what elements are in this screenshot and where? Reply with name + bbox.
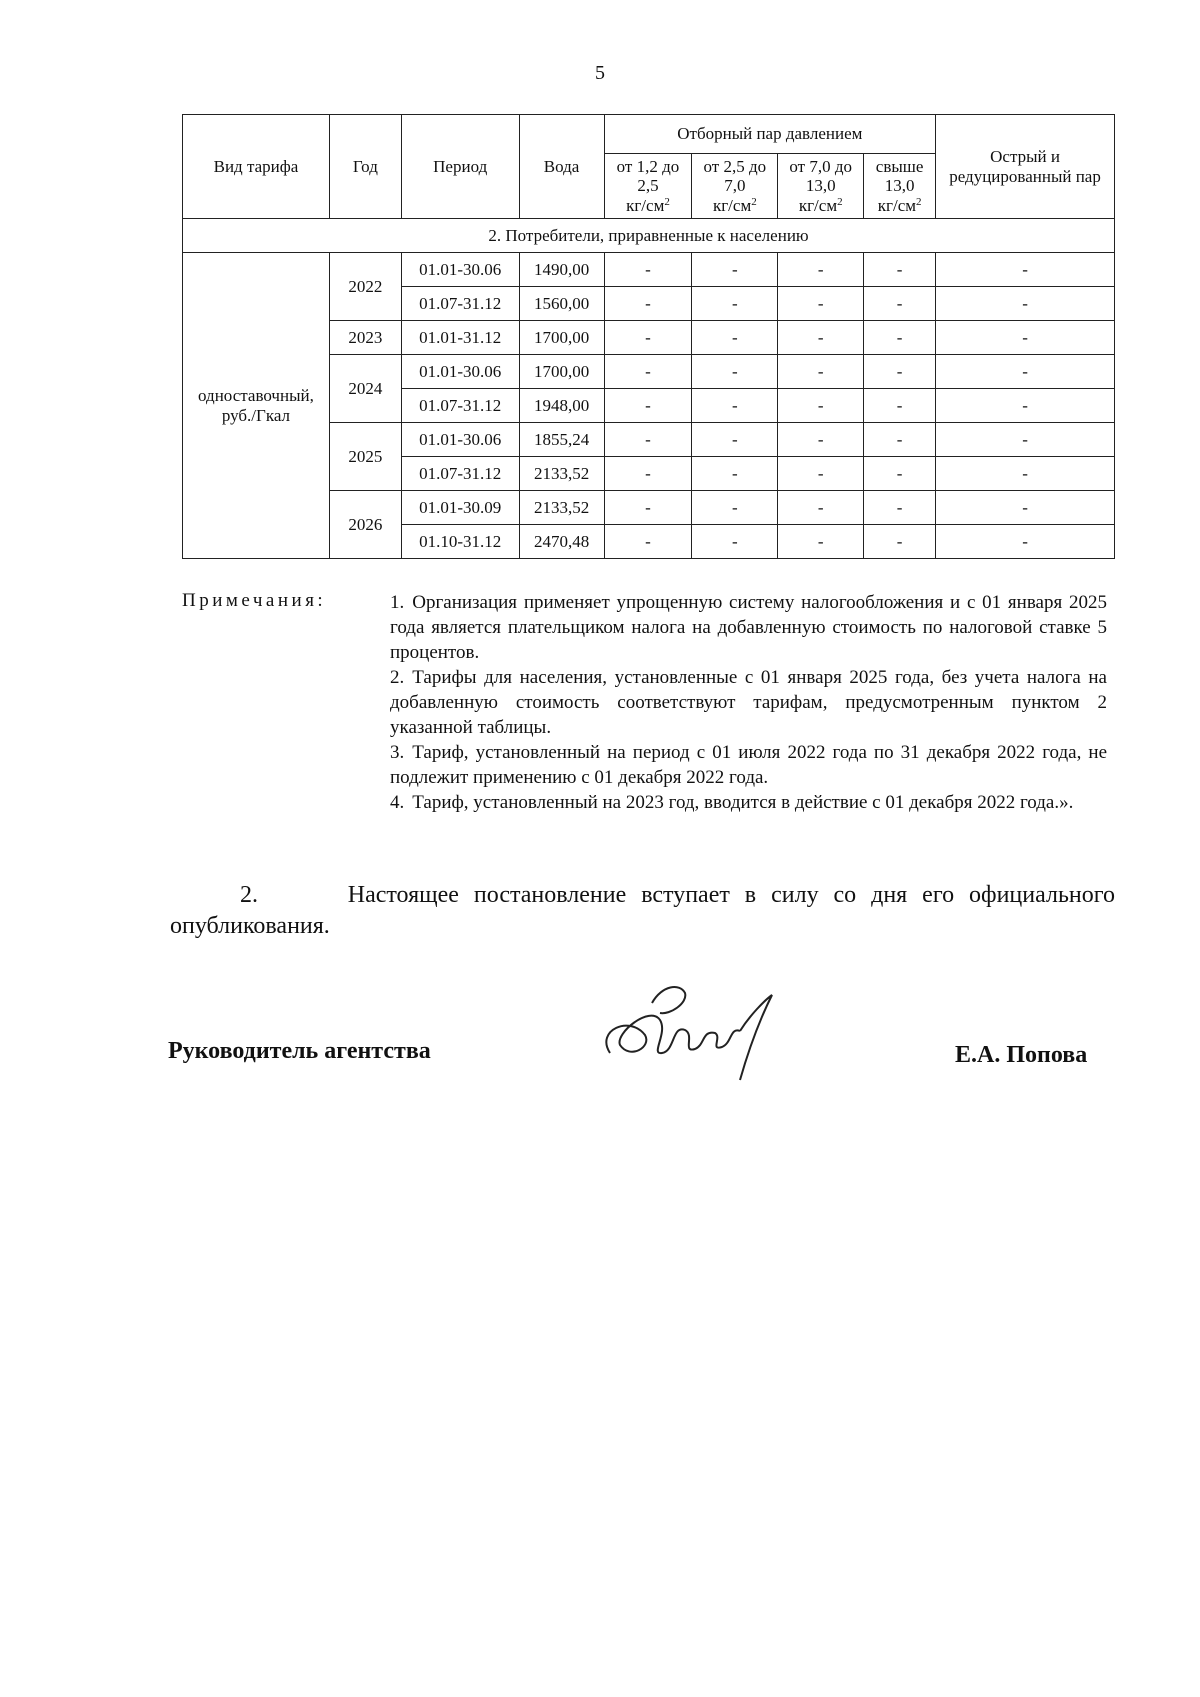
header-year: Год — [329, 115, 401, 219]
empty-value-cell: - — [778, 491, 864, 525]
signatory-title: Руководитель агентства — [168, 1038, 431, 1064]
empty-value-cell: - — [778, 457, 864, 491]
empty-value-cell: - — [864, 525, 936, 559]
empty-value-cell: - — [692, 491, 778, 525]
note-text: Тариф, установленный на период с 01 июля 2022 года по 31 декабря 2022 года, не подлежит применению с 01 декабря 2022 года. — [390, 742, 1107, 788]
empty-value-cell: - — [692, 287, 778, 321]
year-cell: 2025 — [329, 423, 401, 491]
empty-value-cell: - — [864, 253, 936, 287]
empty-value-cell: - — [864, 389, 936, 423]
period-cell: 01.07-31.12 — [401, 287, 519, 321]
empty-value-cell: - — [778, 389, 864, 423]
empty-value-cell: - — [936, 423, 1115, 457]
empty-value-cell: - — [604, 423, 692, 457]
period-cell: 01.01-30.09 — [401, 491, 519, 525]
empty-value-cell: - — [936, 491, 1115, 525]
signatory-name: Е.А. Попова — [955, 1042, 1088, 1068]
water-cell: 1700,00 — [519, 355, 604, 389]
empty-value-cell: - — [692, 457, 778, 491]
water-cell: 2470,48 — [519, 525, 604, 559]
empty-value-cell: - — [604, 321, 692, 355]
header-period: Период — [401, 115, 519, 219]
empty-value-cell: - — [778, 355, 864, 389]
water-cell: 2133,52 — [519, 491, 604, 525]
year-cell: 2026 — [329, 491, 401, 559]
note-item — [390, 665, 1107, 740]
empty-value-cell: - — [692, 321, 778, 355]
empty-value-cell: - — [864, 355, 936, 389]
period-cell: 01.01-30.06 — [401, 355, 519, 389]
water-cell: 1490,00 — [519, 253, 604, 287]
empty-value-cell: - — [936, 253, 1115, 287]
section-title: 2. Потребители, приравненные к населению — [183, 219, 1115, 253]
empty-value-cell: - — [936, 321, 1115, 355]
empty-value-cell: - — [936, 457, 1115, 491]
year-cell: 2024 — [329, 355, 401, 423]
empty-value-cell: - — [778, 525, 864, 559]
header-water: Вода — [519, 115, 604, 219]
note-text: Тариф, установленный на 2023 год, вводится в действие с 01 декабря 2022 года.». — [412, 792, 1074, 813]
note-text: Тарифы для населения, установленные с 01 января 2025 года, без учета налога на добавленную стоимость соответствуют тарифам, предусмотренным пунктом 2 указанной таблицы. — [390, 667, 1107, 738]
note-number: 3. — [390, 742, 405, 763]
tariff-table — [182, 114, 1115, 559]
header-pressure-2: от 2,5 до 7,0 $кг/см^2$ — [692, 154, 778, 219]
note-item — [390, 590, 1107, 665]
empty-value-cell: - — [778, 253, 864, 287]
water-cell: 1560,00 — [519, 287, 604, 321]
water-cell: 1700,00 — [519, 321, 604, 355]
empty-value-cell: - — [936, 389, 1115, 423]
note-text: Организация применяет упрощенную систему налогообложения и с 01 января 2025 года является плательщиком налога на добавленную стоимость по налоговой ставке 5 процентов. — [390, 592, 1107, 663]
period-cell: 01.10-31.12 — [401, 525, 519, 559]
empty-value-cell: - — [692, 253, 778, 287]
header-extraction-steam: Отборный пар давлением — [604, 115, 936, 154]
empty-value-cell: - — [864, 321, 936, 355]
empty-value-cell: - — [604, 457, 692, 491]
page-number: 5 — [595, 62, 605, 84]
header-sharp-steam: Острый и редуцированный пар — [936, 115, 1115, 219]
empty-value-cell: - — [692, 389, 778, 423]
empty-value-cell: - — [864, 287, 936, 321]
note-item — [390, 740, 1107, 790]
period-cell: 01.01-31.12 — [401, 321, 519, 355]
empty-value-cell: - — [604, 253, 692, 287]
tariff-type-cell: одноставочный, руб./Гкал — [183, 253, 330, 559]
header-pressure-3: от 7,0 до 13,0 $кг/см^2$ — [778, 154, 864, 219]
water-cell: 1948,00 — [519, 389, 604, 423]
empty-value-cell: - — [604, 287, 692, 321]
water-cell: 1855,24 — [519, 423, 604, 457]
empty-value-cell: - — [692, 355, 778, 389]
notes-label: Примечания: — [182, 590, 327, 611]
empty-value-cell: - — [604, 525, 692, 559]
empty-value-cell: - — [604, 389, 692, 423]
empty-value-cell: - — [778, 423, 864, 457]
header-pressure-4: свыше 13,0 $кг/см^2$ — [864, 154, 936, 219]
year-cell: 2023 — [329, 321, 401, 355]
empty-value-cell: - — [864, 423, 936, 457]
empty-value-cell: - — [604, 491, 692, 525]
empty-value-cell: - — [778, 287, 864, 321]
note-number: 1. — [390, 592, 405, 613]
empty-value-cell: - — [936, 287, 1115, 321]
period-cell: 01.01-30.06 — [401, 423, 519, 457]
empty-value-cell: - — [936, 355, 1115, 389]
year-cell: 2022 — [329, 253, 401, 321]
empty-value-cell: - — [604, 355, 692, 389]
empty-value-cell: - — [864, 457, 936, 491]
empty-value-cell: - — [864, 491, 936, 525]
handwritten-signature — [590, 975, 790, 1085]
period-cell: 01.07-31.12 — [401, 389, 519, 423]
notes-list — [390, 590, 1107, 815]
period-cell: 01.07-31.12 — [401, 457, 519, 491]
header-pressure-1: от 1,2 до 2,5 $кг/см^2$ — [604, 154, 692, 219]
empty-value-cell: - — [936, 525, 1115, 559]
period-cell: 01.01-30.06 — [401, 253, 519, 287]
note-number: 2. — [390, 667, 405, 688]
clause-2: 2. Настоящее постановление вступает в силу со дня его официального опубликования. — [170, 882, 1115, 939]
note-item — [390, 790, 1107, 815]
table-row — [183, 253, 1115, 287]
header-tariff-type: Вид тарифа — [183, 115, 330, 219]
empty-value-cell: - — [778, 321, 864, 355]
water-cell: 2133,52 — [519, 457, 604, 491]
note-number: 4. — [390, 792, 405, 813]
empty-value-cell: - — [692, 423, 778, 457]
empty-value-cell: - — [692, 525, 778, 559]
